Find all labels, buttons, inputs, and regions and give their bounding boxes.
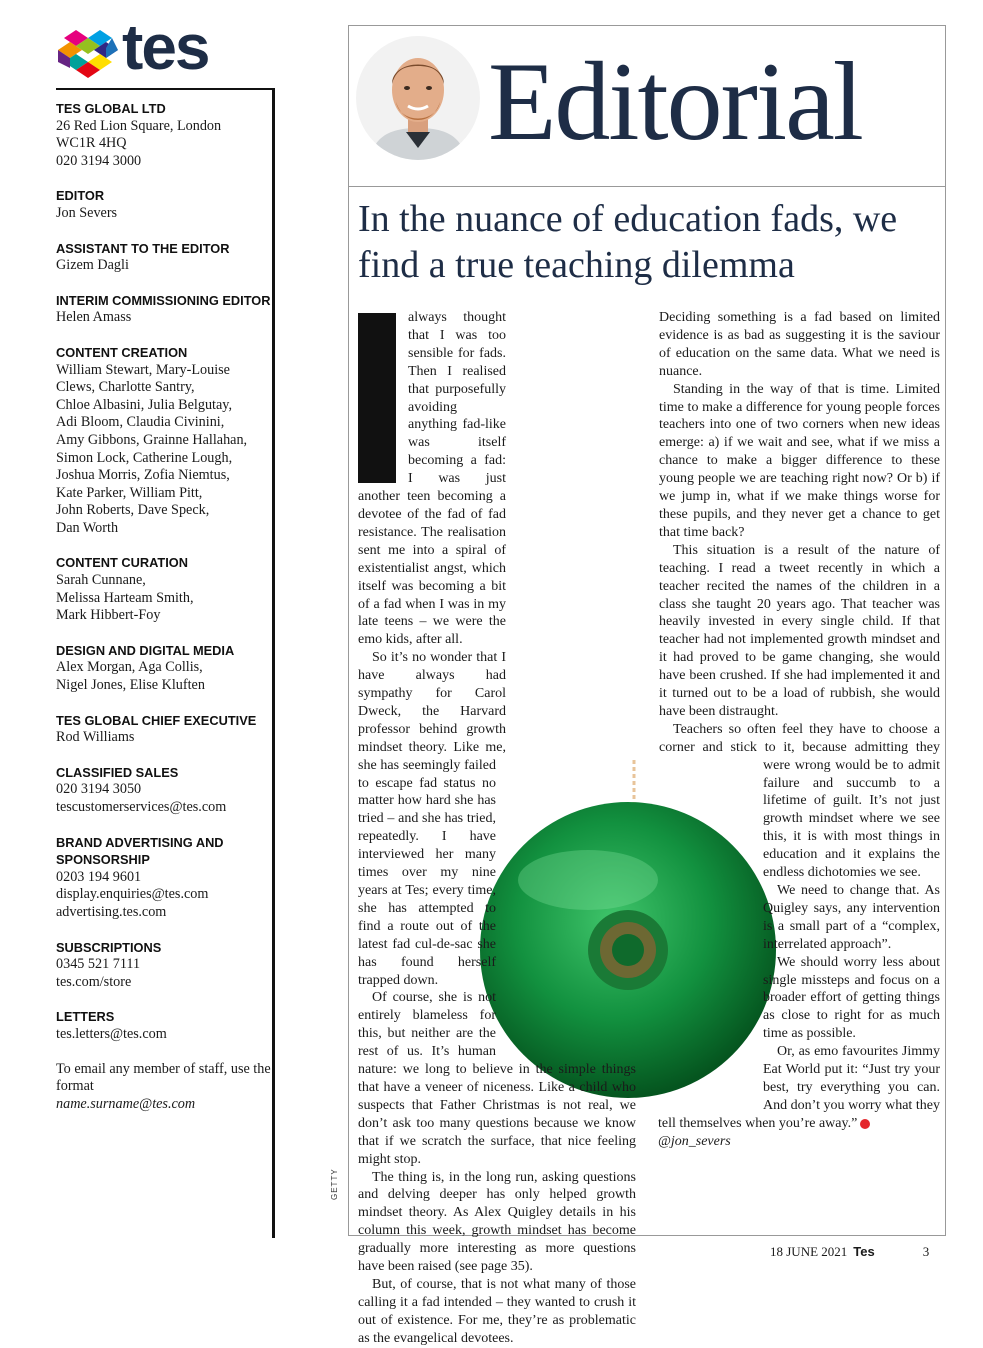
masthead-line: 020 3194 3050 — [56, 781, 142, 798]
article-column-1 — [358, 309, 636, 1348]
masthead-line: 0203 194 9601 — [56, 868, 142, 885]
publication-name: Tes — [853, 1244, 875, 1259]
masthead-contact-link[interactable]: tes.letters@tes.com — [56, 1025, 167, 1042]
masthead-line: Kate Parker, William Pitt, — [56, 484, 203, 501]
masthead-block — [56, 344, 271, 538]
masthead-line: Simon Lock, Catherine Lough, — [56, 449, 233, 466]
masthead-line: Dan Worth — [56, 519, 119, 536]
editor-portrait-illustration — [356, 36, 480, 160]
masthead-heading: LETTERS — [56, 1009, 115, 1025]
masthead-contact-link[interactable]: tescustomerservices@tes.com — [56, 799, 227, 815]
editor-portrait — [356, 36, 480, 160]
article-paragraph: The thing is, in the long run, asking questions and delving deeper has only helped growth mindset theory. As Alex Quigley details in his column this week, growth mindset has become gradually more interesting as more questions have been raised (see page 35). — [358, 1169, 636, 1275]
masthead-line: Joshua Morris, Zofia Niemtus, — [56, 467, 230, 484]
article-paragraph: Of course, she is not entirely blameless for this, but neither are the rest of us. It’s human nature: we long to believe in the simple things that have a veneer of niceness. Like a child who suspects that Father Christmas is not real, we don’t ask too many questions because we know that if we scratch the surface, that nice feeling might stop. — [358, 990, 636, 1167]
masthead-block — [56, 834, 271, 922]
tes-logo — [56, 11, 226, 83]
masthead-heading: BRAND ADVERTISING AND SPONSORSHIP — [56, 834, 224, 868]
masthead-line: Melissa Harteam Smith, — [56, 589, 194, 606]
tes-logo-mosaic-icon — [56, 24, 118, 80]
masthead-block — [56, 642, 271, 695]
masthead-block — [56, 554, 271, 624]
masthead-heading: TES GLOBAL LTD — [56, 101, 166, 116]
article-paragraph: But, of course, that is not what many of those calling it a fad intended – they wanted to crush it out of existence. For me, they’re as problematic as the evangelical devotees. — [358, 1276, 636, 1346]
masthead-top-rule — [56, 88, 274, 90]
masthead-line: Gizem Dagli — [56, 257, 129, 274]
email-note — [56, 1061, 271, 1114]
end-mark-icon — [860, 1119, 870, 1129]
masthead-block — [56, 939, 271, 992]
masthead-line: 26 Red Lion Square, London — [56, 117, 222, 134]
email-note-text: To email any member of staff, use the format — [56, 1060, 271, 1095]
byline: @jon_severs — [658, 1133, 731, 1149]
masthead-block — [56, 292, 271, 327]
article-paragraph: We need to change that. As Quigley says, any intervention is a small part of a “complex, interrelated approach”. — [763, 883, 940, 952]
masthead-line: WC1R 4HQ — [56, 135, 127, 152]
masthead-line: Helen Amass — [56, 309, 132, 326]
masthead-line: 020 3194 3000 — [56, 152, 142, 169]
masthead-line: 0345 521 7111 — [56, 956, 141, 973]
masthead-heading: CONTENT CURATION — [56, 555, 188, 571]
masthead-line: Adi Bloom, Claudia Civinini, — [56, 414, 225, 431]
masthead-contact-link[interactable]: advertising.tes.com — [56, 903, 167, 920]
masthead-heading: INTERIM COMMISSIONING EDITOR — [56, 292, 271, 308]
masthead-contact-link[interactable]: display.enquiries@tes.com — [56, 886, 209, 903]
email-format: name.surname@tes.com — [56, 1095, 196, 1112]
masthead-contact-link[interactable]: tes.com/store — [56, 973, 132, 990]
article-headline: In the nuance of education fads, we find a true teaching dilemma — [358, 198, 898, 286]
masthead — [56, 100, 271, 1113]
masthead-line: Amy Gibbons, Grainne Hallahan, — [56, 431, 248, 448]
masthead-heading: DESIGN AND DIGITAL MEDIA — [56, 642, 235, 658]
article-paragraph: So it’s no wonder that I have always had sympathy for Carol Dweck, the Harvard professor behind growth mindset theory. Like me, she has seemingly failed to escape fad status no matter how hard she has tried – and she has tried, repeatedly. I have interviewed her many times over my nine years at Tes; every time, she has attempted to find a route out of the latest fad cul-de-sac she has found herself trapped down. — [358, 650, 506, 988]
masthead-block — [56, 187, 271, 222]
article-paragraph: Teachers so often feel they have to choose a corner and stick to it, because admitting they were wrong would be to admit failure and succumb to a lifetime of guilt. It’s not just growth mindset where we see this, it is with most things in education and it explains the endless dichotomies we see. — [659, 721, 940, 881]
article-paragraph: We should worry less about single missteps and focus on a broader effort of getting things as close to right for as much time as possible. — [763, 954, 940, 1042]
masthead-line: John Roberts, Dave Speck, — [56, 502, 210, 519]
masthead-heading: CONTENT CREATION — [56, 344, 188, 360]
article-paragraph: Deciding something is a fad based on limited evidence is as bad as suggesting it is the saviour of education on the same data. What we need is nuance. — [659, 310, 940, 379]
closing-paragraph-text: Or, as emo favourites Jimmy Eat World put it: “Just try your best, try everything you can. And don’t you worry what they tell themselves when you’re away.” — [658, 1044, 940, 1131]
masthead-line: Jon Severs — [56, 204, 118, 221]
masthead-divider — [272, 88, 275, 1238]
masthead-line: William Stewart, Mary-Louise — [56, 361, 230, 378]
article-paragraph: This situation is a result of the nature of teaching. I read a tweet recently in which a teacher recited the names of the children in a class she taught 20 years ago. That teacher was heavily invested in every single child. If that teacher had not implemented growth mindset and it had proved to be game changing, she would have been crushed. If she had implemented it and it turned out to be a load of rubbish, she would have been distraught. — [659, 542, 940, 719]
masthead-line: Sarah Cunnane, — [56, 572, 146, 589]
article-paragraph: always thought that I was too sensible for fads. Then I realised that purposefully avoiding anything fad-like was itself becoming a fad: I was just another teen becoming a devotee of the fad of fad resistance. The realisation sent me into a spiral of existentialist angst, which itself was becoming a bit of a fad when I was in my late teens – we were the emo kids, after all. — [358, 310, 506, 648]
masthead-heading: TES GLOBAL CHIEF EXECUTIVE — [56, 712, 257, 728]
masthead-line: Rod Williams — [56, 729, 135, 746]
masthead-line: Clews, Charlotte Santry, — [56, 379, 195, 396]
masthead-line: Chloe Albasini, Julia Belgutay, — [56, 396, 233, 413]
article-column-2 — [658, 309, 940, 1151]
page-footer — [770, 1244, 929, 1260]
masthead-block — [56, 240, 271, 275]
masthead-heading: SUBSCRIPTIONS — [56, 939, 162, 955]
masthead-heading: CLASSIFIED SALES — [56, 764, 179, 780]
tes-wordmark: tes — [122, 11, 209, 83]
photo-credit: GETTY — [330, 1168, 339, 1200]
article-paragraph: Standing in the way of that is time. Limited time to make a difference for young people forces teachers into one of two corners when new ideas emerge: a) if we wait and see, what if we miss a chance to make a bigger difference to these young people we are teaching right now? Or b) if we jump in, what if we make things worse for these pupils, and they never get a chance to get that time back? — [659, 381, 940, 540]
masthead-heading: ASSISTANT TO THE EDITOR — [56, 240, 230, 256]
masthead-line: Nigel Jones, Elise Kluften — [56, 677, 205, 694]
masthead-line: Mark Hibbert-Foy — [56, 607, 161, 624]
masthead-block — [56, 100, 271, 170]
issue-date: 18 JUNE 2021 — [770, 1244, 848, 1259]
page-number: 3 — [922, 1244, 930, 1259]
masthead-block — [56, 1008, 271, 1043]
masthead-block — [56, 764, 271, 817]
masthead-block — [56, 712, 271, 747]
section-title: Editorial — [488, 40, 862, 164]
drop-cap — [358, 313, 396, 483]
masthead-heading: EDITOR — [56, 188, 105, 204]
masthead-line: Alex Morgan, Aga Collis, — [56, 659, 203, 676]
editorial-header-rule — [348, 186, 946, 187]
